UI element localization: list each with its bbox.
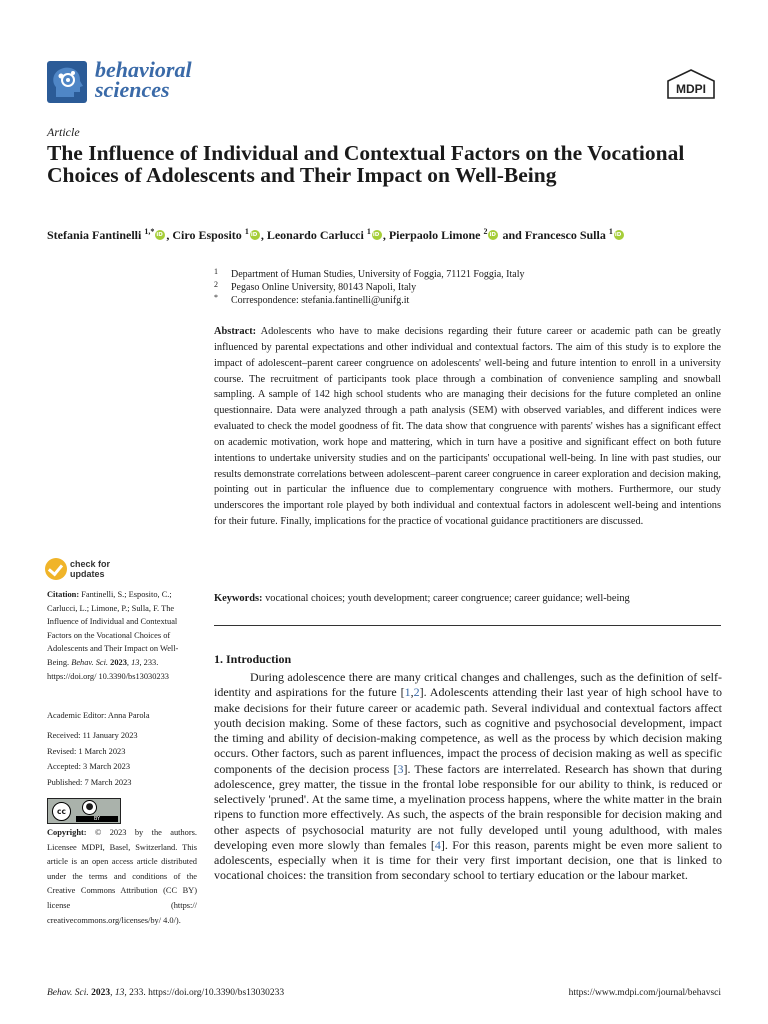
- footer-volume: 13: [114, 988, 125, 998]
- cc-by-license-icon[interactable]: [47, 798, 121, 824]
- by-label: BY: [76, 816, 118, 822]
- journal-name-line2: sciences: [95, 77, 170, 102]
- date-revised: Revised: 1 March 2023: [47, 746, 126, 756]
- citation-text: Fantinelli, S.; Esposito, C.; Carlucci, L.; Limone, P.; Sulla, F. The Influence of Individual and Contextual Factors on the Vocational Choices of Adolescents and Their Impact on Well-Being.: [47, 590, 179, 667]
- journal-name-line1: behavioral: [95, 57, 192, 82]
- citation-label: Citation:: [47, 590, 80, 599]
- author-affiliation-marker: 1: [244, 227, 249, 236]
- keywords-text: vocational choices; youth development; career congruence; career guidance; well-being: [265, 593, 630, 604]
- affiliation-marker: 1: [214, 267, 218, 276]
- author-separator: and: [499, 228, 525, 242]
- mdpi-logo-text: MDPI: [676, 82, 706, 96]
- article-type: Article: [47, 125, 80, 139]
- divider: [214, 625, 721, 626]
- footer-year: 2023: [91, 988, 111, 998]
- mdpi-logo: [666, 69, 716, 99]
- check-for-updates-icon: [45, 558, 67, 580]
- author-separator: ,: [382, 228, 389, 242]
- journal-logo-icon: [47, 61, 87, 103]
- intro-text: ,: [410, 685, 414, 700]
- cc-icon: cc: [52, 802, 71, 821]
- citation-reference[interactable]: 4: [434, 837, 441, 852]
- author-separator: ,: [166, 228, 173, 242]
- date-accepted: Accepted: 3 March 2023: [47, 762, 131, 771]
- orcid-icon[interactable]: [372, 230, 382, 240]
- publication-dates: [47, 728, 199, 790]
- copyright-notice: [47, 826, 197, 928]
- check-for-updates-badge[interactable]: [45, 557, 125, 583]
- footer-citation: Behav. Sci. 2023, 13, 233. https://doi.org/10.3390/bs13030233: [47, 988, 285, 998]
- keywords-label: Keywords:: [214, 593, 263, 604]
- abstract-label: Abstract:: [214, 326, 257, 337]
- copyright-label: Copyright:: [47, 828, 87, 837]
- check-updates-line2: updates: [70, 569, 105, 579]
- introduction-paragraph: [214, 670, 722, 884]
- check-updates-line1: check for: [70, 559, 111, 569]
- intro-text: ]. These factors are interrelated. Research has shown that during adolescence, grey matter, the tissue in the frontal lobe responsible for our ability to think, is reduced or selectively 'pruned'. At the same time, a myelination process happens, where the white matter in the brain ripens to function more effectively. As such, the aspects of the brain responsible for decision making and other aspects of psychosocial maturity are not fully developed until young adulthood, with males developing even more slowly than females [: [214, 761, 723, 852]
- date-received: Received: 11 January 2023: [47, 731, 138, 740]
- check-for-updates-text: [70, 559, 110, 579]
- citation-block: Citation: Fantinelli, S.; Esposito, C.; Carlucci, L.; Limone, P.; Sulla, F. The Influence of Individual and Contextual Factors on the Vocational Choices of Adolescents and Their Impact on Well-Being. Behav. Sci. 2023, 13, 233. https://doi.org/ 10.3390/bs13030233: [47, 590, 179, 681]
- citation-journal: Behav. Sci.: [71, 657, 109, 667]
- author-affiliation-marker: 1: [366, 227, 371, 236]
- affiliation-row: [214, 268, 524, 281]
- footer-doi[interactable]: , 233. https://doi.org/10.3390/bs13030233: [124, 988, 285, 998]
- author-affiliation-marker: 2: [483, 227, 488, 236]
- section-heading: 1. Introduction: [214, 652, 292, 666]
- abstract-text: Adolescents who have to make decisions regarding their future career or academic path can be greatly influenced by parental expectations and other individual and contextual factors. The aim of this study is to explore the impact of adolescent–parent career congruence on adolescents' well-being and future intention to enroll in a university course. The recruitment of participants took place through a combination of convenience sampling and snowball sampling. A sample of 142 high school students who are managing their decisions for the future completed an online questionnaire. Data were analyzed through a path analysis (SEM) with observed variables, and different indices were evaluated to check the model goodness of fit. The data show that congruence with parents' wishes has a significant effect on academic motivation, work hope and mattering, which in turn have a positive and significant effect on both future intentions to undertake university studies and on the participants' occupational well-being. In line with past studies, our results demonstrate correlations between adolescent–parent career congruence in career exploration and decision making, pointing out in particular the influence due to complementary congruence with mothers. Furthermore, our study underscores the important role played by both individual and contextual factors in adolescent well-being and intentions for their future. Finally, implications for the practice of vocational guidance practitioners are discussed.: [214, 326, 722, 528]
- author-list: [47, 227, 747, 243]
- footer-journal: Behav. Sci.: [47, 988, 89, 998]
- copyright-text: © 2023 by the authors. Licensee MDPI, Basel, Switzerland. This article is an open access article distributed under the terms and conditions of the Creative Commons Attribution (CC BY) license (https:// creativecommons.org/licenses/by/ 4.0/).: [47, 828, 198, 925]
- intro-text: ]. For this reason, parents might be even more salient to adolescents, especially when it is time for their very first important decision, one that is linked to vocational choices: the transition from secondary school to tertiary education or the labour market.: [214, 837, 722, 883]
- affiliation-marker: 2: [214, 280, 218, 289]
- person-icon: ●: [82, 800, 97, 815]
- date-published: Published: 7 March 2023: [47, 777, 132, 787]
- intro-text: During adolescence there are many critical changes and challenges, such as the definition of self-identity and aspirations for the future [: [214, 670, 722, 700]
- citation-volume: 13: [131, 657, 140, 667]
- author-name: Ciro Esposito: [172, 228, 245, 242]
- academic-editor: Academic Editor: Anna Parola: [47, 711, 150, 720]
- affiliation-text: Correspondence: stefania.fantinelli@unifg.it: [231, 295, 410, 306]
- citation-reference[interactable]: 2: [413, 685, 420, 700]
- paper-title: The Influence of Individual and Contextual Factors on the Vocational Choices of Adolescents and Their Impact on Well-Being: [47, 141, 685, 187]
- author-name: Pierpaolo Limone: [388, 228, 484, 242]
- citation-doi[interactable]: , 233. https://doi.org/ 10.3390/bs13030233: [47, 657, 169, 681]
- affiliations: [214, 268, 524, 307]
- citation-year: 2023: [110, 657, 127, 667]
- orcid-icon[interactable]: [614, 230, 624, 240]
- author-affiliation-marker: 1,*: [144, 227, 155, 236]
- author-name: Stefania Fantinelli: [47, 228, 145, 242]
- affiliation-text: Department of Human Studies, University of Foggia, 71121 Foggia, Italy: [231, 269, 525, 280]
- author-name: Leonardo Carlucci: [266, 228, 367, 242]
- affiliation-text: Pegaso Online University, 80143 Napoli, Italy: [231, 282, 417, 293]
- orcid-icon[interactable]: [488, 230, 498, 240]
- citation-reference[interactable]: 3: [397, 761, 404, 776]
- keywords: [214, 593, 721, 604]
- orcid-icon[interactable]: [250, 230, 260, 240]
- affiliation-marker: *: [214, 293, 218, 302]
- author-name: Francesco Sulla: [524, 228, 609, 242]
- affiliation-row: [214, 294, 524, 307]
- author-affiliation-marker: 1: [608, 227, 613, 236]
- author-separator: ,: [260, 228, 267, 242]
- journal-name: [95, 57, 192, 102]
- affiliation-row: [214, 281, 524, 294]
- citation-reference[interactable]: 1: [404, 685, 411, 700]
- footer-journal-url[interactable]: https://www.mdpi.com/journal/behavsci: [568, 988, 721, 998]
- intro-text: ]. Adolescents attending their last year of high school have to make decisions for their future career or academic path. Several individual and contextual factors affect youth decision making. Some of these factors, such as cognitive and psychosocial development, impact the timing and ability of decision-making competence, as well as the process by which decision making occurs. Other factors, such as parent influences, impact the process of decision making as well as specific components of the decision process [: [214, 685, 722, 776]
- abstract: [214, 324, 721, 530]
- orcid-icon[interactable]: [155, 230, 165, 240]
